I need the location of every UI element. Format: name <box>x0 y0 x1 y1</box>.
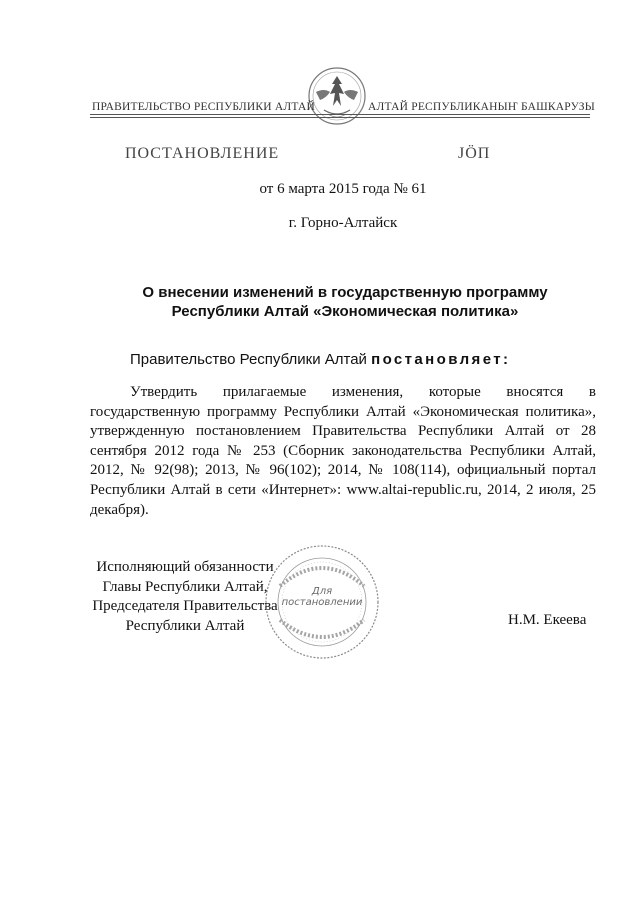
stamp-label <box>262 586 382 608</box>
decree-verb: постановляет: <box>371 351 511 368</box>
government-name-russian: ПРАВИТЕЛЬСТВО РЕСПУБЛИКИ АЛТАЙ <box>92 101 316 113</box>
document-title-line-1: О внесении изменений в государственную программу <box>142 284 548 301</box>
document-city: г. Горно-Алтайск <box>288 215 398 231</box>
header-rule-top <box>90 114 590 115</box>
signatory-line-1: Исполняющий обязанности <box>96 559 274 575</box>
signatory-line-3: Председателя Правительства <box>92 598 278 614</box>
decree-subject: Правительство Республики Алтай <box>130 351 367 368</box>
signatory-name: Н.М. Екеева <box>508 612 587 628</box>
government-name-altai: АЛТАЙ РЕСПУБЛИКАНЫҤ БАШКАРУЗЫ <box>368 101 595 113</box>
document-title <box>92 283 598 321</box>
header-rule-bottom <box>90 117 590 118</box>
document-title-line-2: Республики Алтай «Экономическая политика» <box>171 303 519 320</box>
document-body <box>90 383 596 520</box>
republic-altai-emblem-icon <box>306 62 368 132</box>
document-type-altai: JӦП <box>458 145 491 162</box>
body-paragraph: Утвердить прилагаемые изменения, которые вносятся в государственную программу Республики Алтай «Экономическая политика», утвержденную постановлением Правительства Республики Алтай от 28 сентября 2012 года № 253 (Сборник законодательства Республики Алтай, 2012, № 92(98); 2013, № 96(102); 2014, № 108(114), официальный портал Республики Алтай в сети «Интернет»: www.altai-republic.ru, 2014, 2 июля, 25 декабря). <box>90 384 596 518</box>
document-type-russian: ПОСТАНОВЛЕНИЕ <box>125 145 280 162</box>
signatory-position <box>90 558 280 636</box>
signatory-line-4: Республики Алтай <box>125 617 245 634</box>
document-date-number: от 6 марта 2015 года № 61 <box>259 181 427 197</box>
stamp-line-1: Для <box>311 586 333 597</box>
stamp-line-2: постановлении <box>281 597 363 608</box>
decree-statement <box>130 351 510 368</box>
signatory-line-2: Главы Республики Алтай, <box>102 578 268 595</box>
